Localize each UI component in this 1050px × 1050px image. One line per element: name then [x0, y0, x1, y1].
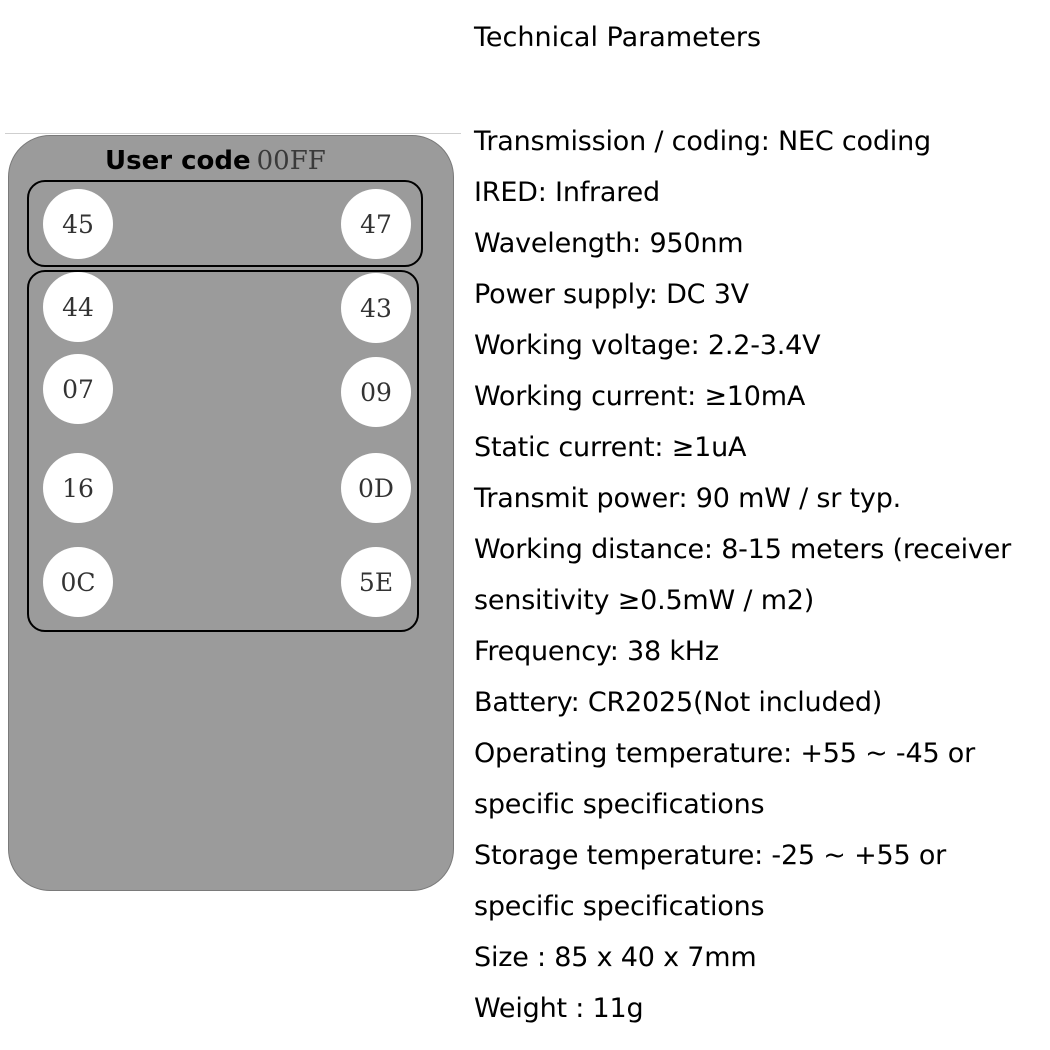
user-code-value: 00FF	[256, 146, 326, 176]
key-43[interactable]: 43	[341, 273, 411, 343]
key-16[interactable]: 16	[43, 453, 113, 523]
spec-line: Battery: CR2025(Not included)	[474, 687, 883, 718]
spec-line: specific specifications	[474, 789, 765, 820]
spec-line: Static current: ≥1uA	[474, 432, 747, 463]
key-5e[interactable]: 5E	[341, 547, 411, 617]
key-0c[interactable]: 0C	[43, 547, 113, 617]
spec-line: Working current: ≥10mA	[474, 381, 806, 412]
spec-line: Frequency: 38 kHz	[474, 636, 719, 667]
spec-line: Size : 85 x 40 x 7mm	[474, 942, 757, 973]
spec-line: Transmission / coding: NEC coding	[474, 126, 931, 157]
spec-line: IRED: Infrared	[474, 177, 660, 208]
spec-line: Working distance: 8-15 meters (receiver	[474, 534, 1012, 565]
spec-line: Transmit power: 90 mW / sr typ.	[474, 483, 902, 514]
specs-title: Technical Parameters	[474, 22, 762, 53]
key-45[interactable]: 45	[43, 189, 113, 259]
key-44[interactable]: 44	[43, 272, 113, 342]
spec-line: Wavelength: 950nm	[474, 228, 744, 259]
diagram-frame-line	[5, 133, 461, 134]
spec-line: Power supply: DC 3V	[474, 279, 749, 310]
user-code-label: User code	[105, 146, 251, 176]
spec-line: specific specifications	[474, 891, 765, 922]
key-07[interactable]: 07	[43, 354, 113, 424]
key-09[interactable]: 09	[341, 357, 411, 427]
key-0d[interactable]: 0D	[341, 453, 411, 523]
user-code-header	[105, 146, 326, 182]
spec-line: Weight : 11g	[474, 993, 644, 1024]
spec-line: Working voltage: 2.2-3.4V	[474, 330, 821, 361]
spec-line: Storage temperature: -25 ~ +55 or	[474, 840, 947, 871]
spec-line: sensitivity ≥0.5mW / m2)	[474, 585, 815, 616]
spec-line: Operating temperature: +55 ~ -45 or	[474, 738, 976, 769]
remote-control-diagram	[8, 135, 454, 891]
key-47[interactable]: 47	[341, 189, 411, 259]
spec-list	[474, 122, 1046, 1040]
